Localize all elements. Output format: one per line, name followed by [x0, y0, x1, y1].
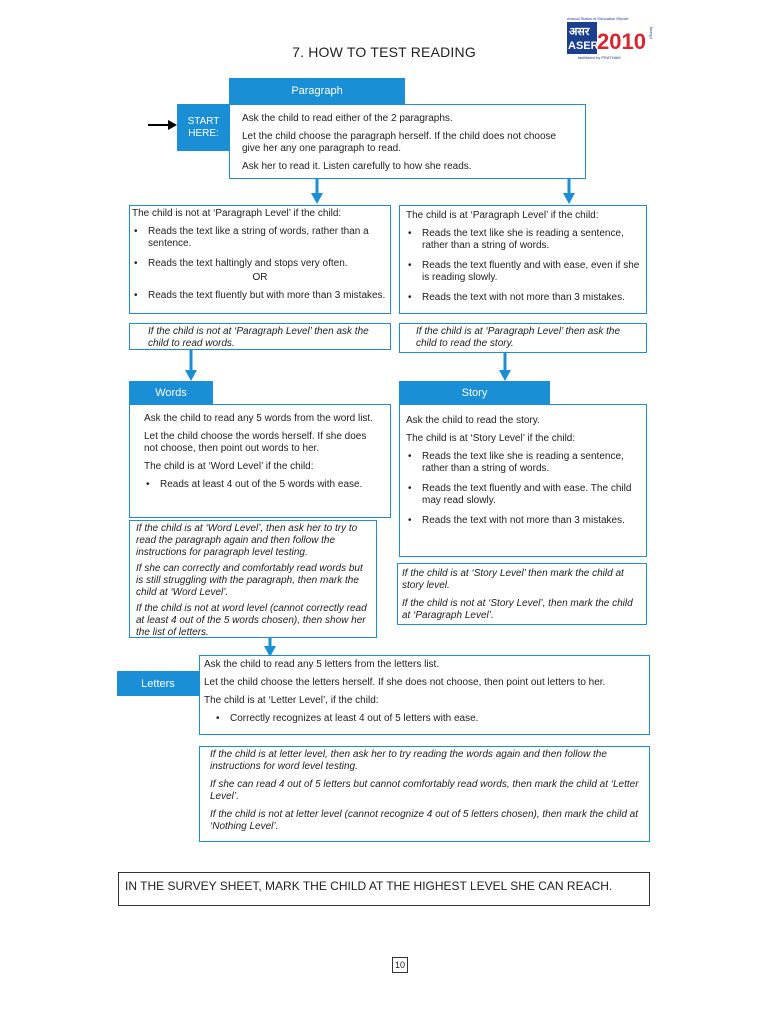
- words-header: Words: [129, 381, 213, 404]
- words-note-3: If the child is not at word level (cannot correctly read at least 4 out of the 5 words chosen), then show her the list of letters.: [136, 603, 367, 638]
- is-para-list: [406, 228, 640, 304]
- words-line-2: Let the child choose the words herself. If she does not choose, then point out words to her.: [144, 431, 367, 454]
- logo-hindi: असर: [569, 26, 590, 38]
- words-note-2: If she can correctly and comfortably read words but is still struggling with the paragraph, then mark the child at ‘Word Level’.: [136, 563, 363, 598]
- is-para-bullet-2: • Reads the text fluently and with ease, even if she is reading slowly.: [406, 260, 640, 284]
- story-header: Story: [399, 381, 550, 404]
- paragraph-line-1: Ask the child to read either of the 2 paragraphs.: [242, 113, 453, 124]
- start-here-text: START HERE:: [187, 115, 220, 139]
- survey-instruction: IN THE SURVEY SHEET, MARK THE CHILD AT THE HIGHEST LEVEL SHE CAN REACH.: [118, 872, 650, 906]
- words-bullet-1: • Reads at least 4 out of the 5 words with ease.: [144, 479, 376, 491]
- story-line-2: The child is at ‘Story Level’ if the child:: [406, 433, 576, 444]
- is-para-bullet-3: • Reads the text with not more than 3 mistakes.: [406, 292, 640, 304]
- letters-instructions: [199, 655, 650, 735]
- aser-logo: [566, 15, 653, 61]
- logo-tagline: Annual Status of Education Report: [567, 16, 629, 21]
- arrow-down-icon: [498, 353, 512, 382]
- not-para-or: OR: [252, 272, 268, 283]
- paragraph-header: Paragraph: [229, 78, 405, 104]
- words-line-1: Ask the child to read any 5 words from the word list.: [144, 413, 373, 424]
- arrow-down-icon: [184, 350, 198, 382]
- page-number: 10: [392, 957, 408, 973]
- words-list: [144, 479, 376, 491]
- not-para-list-2: [132, 290, 388, 302]
- not-para-list: [132, 226, 388, 270]
- not-paragraph-level-box: [129, 205, 391, 314]
- not-para-bullet-3: • Reads the text fluently but with more than 3 mistakes.: [132, 290, 388, 302]
- letters-note-3: If the child is not at letter level (cannot recognize 4 out of 5 letters chosen), then mark the child at ‘Nothing Level’.: [210, 809, 639, 832]
- letters-bullet-1: • Correctly recognizes at least 4 out of 5 letters with ease.: [214, 713, 645, 725]
- words-note: [129, 520, 377, 638]
- letters-line-3: The child is at ‘Letter Level’, if the child:: [204, 695, 379, 706]
- letters-note-1: If the child is at letter level, then ask her to try reading the words again and then follow the instructions for word level testing.: [210, 749, 607, 772]
- letters-line-2: Let the child choose the letters herself. If she does not choose, then point out letters to her.: [204, 677, 606, 688]
- paragraph-line-2: Let the child choose the paragraph herself. If the child does not choose give her any one paragraph to read.: [242, 131, 557, 154]
- not-para-bullet-1: • Reads the text like a string of words, rather than a sentence.: [132, 226, 388, 250]
- letters-list: [204, 713, 645, 725]
- arrow-down-icon: [310, 179, 324, 205]
- letters-note-2: If she can read 4 out of 5 letters but cannot comfortably read words, then mark the child at ‘Letter Level’.: [210, 779, 639, 802]
- logo-name: ASER: [568, 40, 599, 52]
- story-bullet-3: • Reads the text with not more than 3 mistakes.: [406, 515, 640, 527]
- page-title: 7. HOW TO TEST READING: [292, 44, 476, 60]
- story-bullet-1: • Reads the text like she is reading a sentence, rather than a string of words.: [406, 451, 640, 475]
- story-note-1: If the child is at ‘Story Level’ then mark the child at story level.: [402, 568, 624, 591]
- words-note-1: If the child is at ‘Word Level’, then ask her to try to read the paragraph again and then follow the instructions for paragraph level testing.: [136, 523, 358, 558]
- words-instructions: [129, 404, 391, 518]
- is-para-bullet-1: • Reads the text like she is reading a sentence, rather than a string of words.: [406, 228, 640, 252]
- story-line-1: Ask the child to read the story.: [406, 415, 540, 426]
- logo-side: (Rural): [648, 26, 653, 39]
- arrow-down-icon: [562, 179, 576, 205]
- aser-logo-graphic: [566, 15, 653, 61]
- start-here-label: [177, 104, 230, 151]
- letters-header: Letters: [117, 671, 199, 696]
- start-arrow-icon: [148, 118, 178, 132]
- words-line-3: The child is at ‘Word Level’ if the child:: [144, 461, 314, 472]
- story-instructions: [399, 404, 647, 557]
- not-para-note: If the child is not at ‘Paragraph Level’ then ask the child to read words.: [129, 323, 391, 350]
- letters-note: [199, 746, 650, 842]
- letters-line-1: Ask the child to read any 5 letters from the letters list.: [204, 659, 440, 670]
- not-para-bullet-2: • Reads the text haltingly and stops very often.: [132, 258, 388, 270]
- logo-facilitated: facilitated by PRATHAM: [578, 55, 621, 60]
- not-para-intro: The child is not at ‘Paragraph Level’ if the child:: [132, 208, 342, 219]
- story-note: [397, 563, 647, 625]
- story-note-2: If the child is not at ‘Story Level’, then mark the child at ‘Paragraph Level’.: [402, 598, 633, 621]
- logo-year: 2010: [597, 29, 646, 54]
- paragraph-level-box: [399, 205, 647, 314]
- story-list: [406, 451, 640, 527]
- is-para-note: If the child is at ‘Paragraph Level’ then ask the child to read the story.: [399, 323, 647, 353]
- paragraph-instructions: [229, 104, 586, 179]
- is-para-intro: The child is at ‘Paragraph Level’ if the child:: [406, 210, 599, 221]
- story-bullet-2: • Reads the text fluently and with ease. The child may read slowly.: [406, 483, 640, 507]
- paragraph-line-3: Ask her to read it. Listen carefully to how she reads.: [242, 161, 472, 172]
